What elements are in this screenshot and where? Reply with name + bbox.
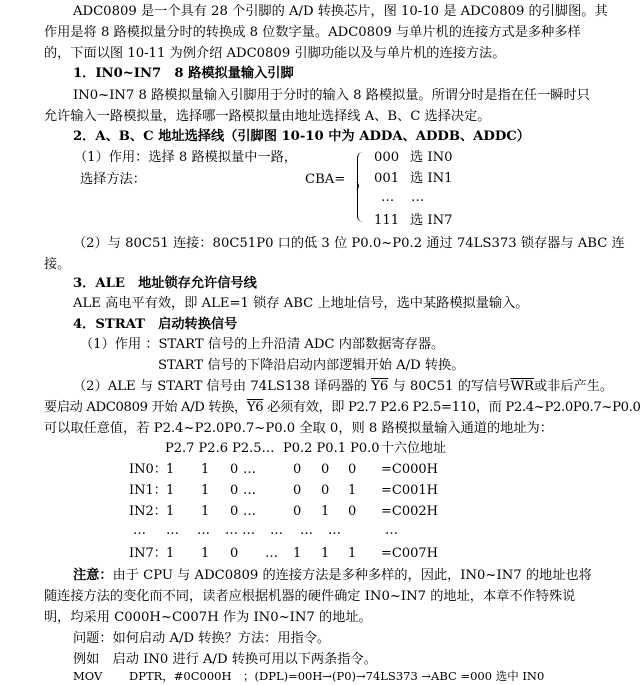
brace-icon xyxy=(357,152,366,222)
cell-p26: … xyxy=(197,523,210,538)
cell-p02: 0 xyxy=(293,462,302,477)
case-sel-1: 选 IN1 xyxy=(410,171,453,186)
section4-line-2 xyxy=(44,400,641,416)
note-line-2: 随连接方法的变化而不同，读者应根据机器的硬件确定 IN0~IN7 的地址，本章不作特殊说 xyxy=(44,589,576,604)
header-high: P2.7 P2.6 P2.5… xyxy=(165,441,275,456)
cell-dots: … xyxy=(243,483,256,498)
cell-addr: … xyxy=(385,523,398,538)
row-ch: IN0： xyxy=(129,462,167,477)
cell-p27: 1 xyxy=(166,483,175,498)
row-ch: IN1： xyxy=(129,483,167,498)
section1-line-2: 允许输入一路模拟量，选择哪一路模拟量由地址选择线 A、B、C 选择决定。 xyxy=(44,109,491,124)
cell-p27: 1 xyxy=(166,504,175,519)
case-sel-3: 选 IN7 xyxy=(410,213,453,228)
note-line-1 xyxy=(73,568,592,584)
code-operand: DPTR，#0C000H xyxy=(129,669,232,683)
row-ch: IN2： xyxy=(129,504,167,519)
section3-line-1: ALE 高电平有效，即 ALE=1 锁存 ABC 上地址信号，选中某路模拟量输入。 xyxy=(73,296,529,311)
cell-p25: 0 xyxy=(230,462,239,477)
row-ch: IN7： xyxy=(129,546,167,561)
note-line-3: 明，均采用 C000H~C007H 作为 IN0~IN7 的地址。 xyxy=(44,610,372,625)
cell-p26: 1 xyxy=(201,483,210,498)
cell-addr: =C002H xyxy=(381,504,438,519)
case-code-1: 001 xyxy=(374,171,400,186)
question-line-2: 例如 启动 IN0 进行 A/D 转换可用以下两条指令。 xyxy=(73,652,377,667)
header-low: P0.2 P0.1 P0.0 xyxy=(283,441,380,456)
section2-heading: 2．A、B、C 地址选择线（引脚图 10-10 中为 ADDA、ADDB、ADDC） xyxy=(73,129,530,144)
note-label: 注意： xyxy=(73,568,113,583)
header-hex: 十六位地址 xyxy=(381,441,447,456)
y6-signal: Y6 xyxy=(371,379,389,394)
cell-p01: 0 xyxy=(321,483,330,498)
cell-p01: 1 xyxy=(321,546,330,561)
cell-p02: 0 xyxy=(293,504,302,519)
cell-p01: 1 xyxy=(321,504,330,519)
cell-p26: 1 xyxy=(201,462,210,477)
cell-p00: 0 xyxy=(348,504,357,519)
cell-p00: 0 xyxy=(348,462,357,477)
section4-item1-line-2: START 信号的下降沿启动内部逻辑开始 A/D 转换。 xyxy=(158,358,465,373)
section1-line-1: IN0~IN7 8 路模拟量输入引脚用于分时的输入 8 路模拟量。所谓分时是指在任一瞬时只 xyxy=(73,88,590,103)
cell-p00: 1 xyxy=(348,546,357,561)
cell-dots: … xyxy=(265,546,278,561)
cell-p00: 1 xyxy=(348,483,357,498)
cell-p27: … xyxy=(166,523,179,538)
case-code-0: 000 xyxy=(374,150,400,165)
section3-heading: 3．ALE 地址锁存允许信号线 xyxy=(73,276,257,291)
case-code-2: … xyxy=(381,190,395,205)
item2-post: 或非后产生。 xyxy=(533,379,614,394)
section2-item2-line-1: （2）与 80C51 连接：80C51P0 口的低 3 位 P0.0~P0.2 通过 74LS373 锁存器与 ABC 连 xyxy=(73,236,625,251)
case-sel-2: … xyxy=(411,190,425,205)
case-sel-0: 选 IN0 xyxy=(410,150,453,165)
section4-line-3: 可以取任意值，若 P2.4~P2.0P0.7~P0.0 全取 0，则 8 路模拟量输入通道的地址为： xyxy=(44,421,553,436)
cell-dots: … xyxy=(243,462,256,477)
cell-addr: =C001H xyxy=(381,483,438,498)
line2-post: 必须有效，即 P2.7 P2.6 P2.5=110，而 P2.4~P2.0P0.7~P0.0 xyxy=(263,400,641,415)
case-code-3: 111 xyxy=(374,213,400,228)
cell-p26: 1 xyxy=(201,504,210,519)
cell-addr: =C007H xyxy=(381,546,438,561)
intro-line-3: 的，下面以图 10-11 为例介绍 ADC0809 引脚功能以及与单片机的连接方法。 xyxy=(44,46,506,61)
y6-signal-2: Y6 xyxy=(246,400,264,415)
cell-p26: 1 xyxy=(201,546,210,561)
cell-p01: … xyxy=(328,523,341,538)
cell-p02: 0 xyxy=(293,483,302,498)
intro-line-2: 作用是将 8 路模拟量分时的转换成 8 位数字量。ADC0809 与单片机的连接方式是多种多样 xyxy=(44,25,581,40)
cell-p01: 0 xyxy=(321,462,330,477)
section4-item2-line-1 xyxy=(73,379,613,395)
section4-item1-line-1: （1）作用 ：START 信号的上升沿清 ADC 内部数据寄存器。 xyxy=(80,337,445,352)
cell-p27: 1 xyxy=(166,546,175,561)
section2-item1: （1）作用：选择 8 路模拟量中一路， xyxy=(74,150,297,165)
question-line-1: 问题：如何启动 A/D 转换？方法：用指令。 xyxy=(73,631,331,646)
cell-p25: … … xyxy=(225,523,256,538)
cell-p02: … xyxy=(300,523,313,538)
code-op: MOV xyxy=(73,669,103,683)
cell-p27: 1 xyxy=(166,462,175,477)
cell-p02: 1 xyxy=(293,546,302,561)
section2-method-label: 选择方法： xyxy=(80,172,146,187)
cell-addr: =C000H xyxy=(381,462,438,477)
section2-item2-line-2: 接。 xyxy=(44,257,71,272)
row-ch: … xyxy=(133,523,146,538)
code-comment: ；(DPL)=00H→(P0)→74LS373 →ABC =000 选中 IN0 xyxy=(243,669,545,683)
cell-p25: 0 xyxy=(230,483,239,498)
note-text: 由于 CPU 与 ADC0809 的连接方法是多种多样的，因此，IN0~IN7 的地址也将 xyxy=(112,568,592,583)
cell-dots: … xyxy=(270,523,283,538)
line2-pre: 要启动 ADC0809 开始 A/D 转换， xyxy=(44,400,247,415)
section4-heading: 4．STRAT 启动转换信号 xyxy=(73,317,238,332)
item2-mid: 与 80C51 的写信号 xyxy=(388,379,511,394)
item2-pre: （2）ALE 与 START 信号由 74LS138 译码器的 xyxy=(73,379,372,394)
cell-dots: … xyxy=(243,504,256,519)
wr-signal: $\overline{WR}$ xyxy=(510,379,534,394)
cell-p25: 0 xyxy=(230,546,239,561)
intro-line-1: ADC0809 是一个具有 28 个引脚的 A/D 转换芯片，图 10-10 是 ADC0809 的引脚图。其 xyxy=(73,4,608,19)
cba-label: CBA= xyxy=(305,172,346,187)
section1-heading: 1．IN0~IN7 8 路模拟量输入引脚 xyxy=(73,66,294,81)
cell-p25: 0 xyxy=(230,504,239,519)
